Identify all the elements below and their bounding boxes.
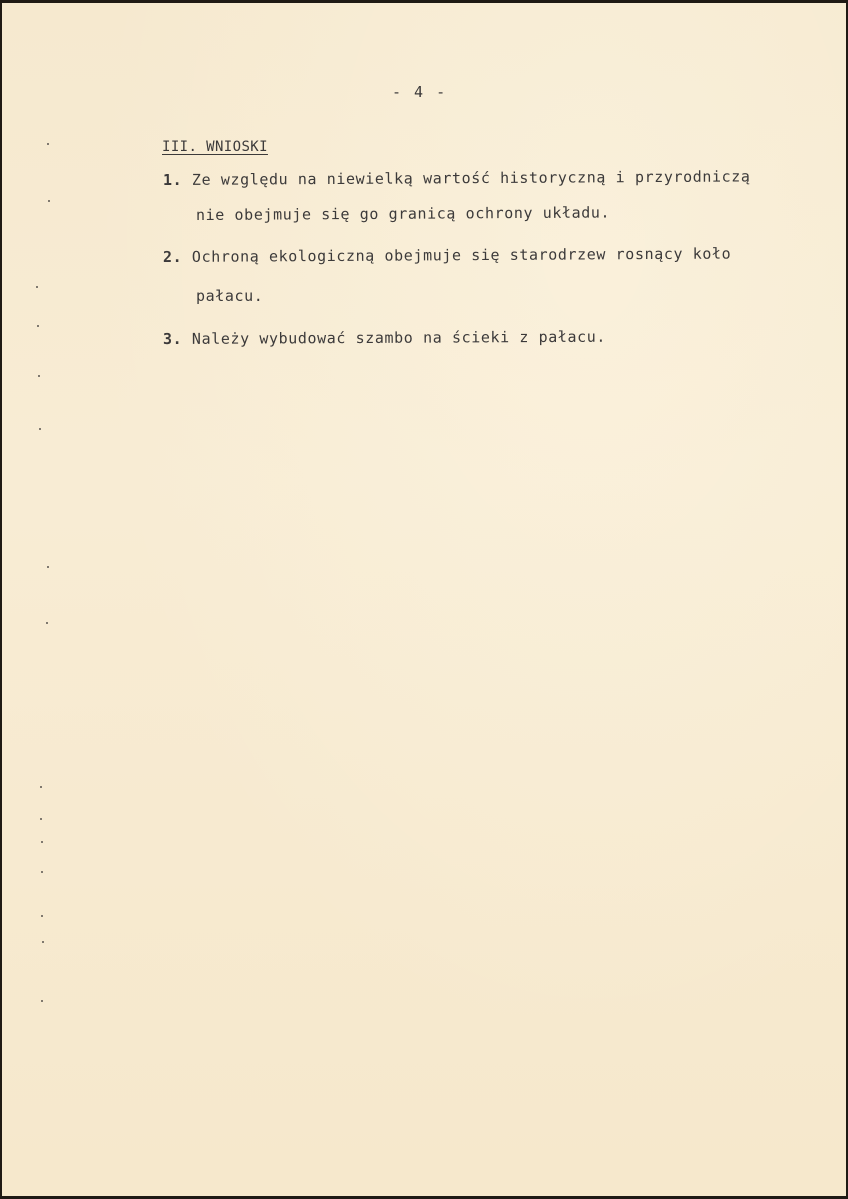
page-number: - 4 - [392, 83, 448, 101]
margin-speck [41, 871, 43, 873]
margin-speck [37, 325, 39, 327]
item-1-number: 1. [162, 170, 183, 189]
margin-speck [39, 428, 41, 430]
item-2-text: Ochroną ekologiczną obejmuje się starodrzew rosnący koło [191, 244, 732, 266]
margin-speck [46, 622, 48, 624]
margin-speck [41, 915, 43, 917]
item-1-line-1 [163, 167, 751, 189]
item-3-text: Należy wybudować szambo na ścieki z pałacu. [191, 327, 607, 348]
margin-speck [48, 200, 50, 202]
margin-speck [41, 1000, 43, 1002]
margin-speck [38, 375, 40, 377]
margin-speck [47, 143, 49, 145]
item-2-line-1 [163, 245, 731, 266]
item-2-line-2: pałacu. [196, 287, 264, 305]
section-heading: III. WNIOSKI [162, 139, 268, 155]
item-2-number: 2. [162, 247, 183, 266]
item-1-line-2: nie obejmuje się go granicą ochrony układu. [195, 203, 611, 224]
document-page [2, 3, 846, 1196]
margin-speck [47, 566, 49, 568]
margin-speck [36, 286, 38, 288]
item-3-line-1 [163, 328, 606, 348]
margin-speck [40, 786, 42, 788]
margin-speck [42, 941, 44, 943]
item-3-number: 3. [162, 329, 183, 348]
margin-speck [40, 818, 42, 820]
item-1-text: Ze względu na niewielką wartość historyczną i przyrodniczą [191, 167, 751, 189]
margin-speck [41, 841, 43, 843]
